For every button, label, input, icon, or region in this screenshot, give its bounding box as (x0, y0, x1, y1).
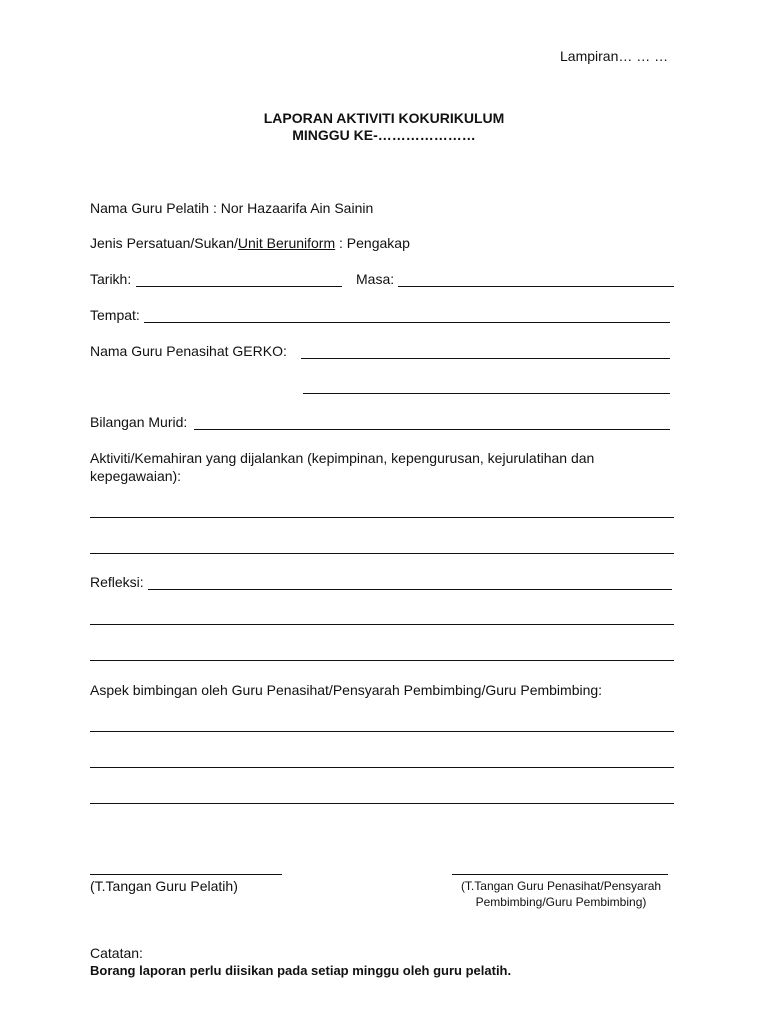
signature-caption-guru-penasihat (450, 878, 672, 910)
aspek-bimbingan-field-line-1[interactable] (90, 731, 674, 732)
lampiran-label: Lampiran… … … (560, 48, 669, 64)
catatan-label: Catatan: (90, 945, 143, 961)
signature-caption-guru-penasihat-line2: Pembimbing/Guru Pembimbing) (475, 895, 647, 909)
aktiviti-label-line1: Aktiviti/Kemahiran yang dijalankan (kepimpinan, kepengurusan, kejurulatihan dan (90, 450, 595, 466)
jenis-persatuan-underlined: Unit Beruniform (237, 235, 336, 251)
aspek-bimbingan-field-line-2[interactable] (90, 767, 674, 768)
refleksi-field-line-1[interactable] (148, 589, 672, 590)
signature-caption-guru-pelatih: (T.Tangan Guru Pelatih) (90, 878, 238, 894)
tarikh-field-line[interactable] (136, 286, 342, 287)
aspek-bimbingan-label: Aspek bimbingan oleh Guru Penasihat/Pensyarah Pembimbing/Guru Pembimbing: (90, 682, 603, 698)
tarikh-label: Tarikh: (90, 271, 132, 287)
form-subtitle-week: MINGGU KE-………………… (292, 127, 476, 143)
aktiviti-field-line-1[interactable] (90, 517, 674, 518)
jenis-persatuan-prefix: Jenis Persatuan/Sukan/ (90, 235, 238, 251)
signature-line-guru-pelatih[interactable] (90, 874, 282, 875)
jenis-persatuan-suffix: : Pengakap (335, 235, 410, 251)
nama-guru-penasihat-field-line-1[interactable] (301, 358, 670, 359)
catatan-note: Borang laporan perlu diisikan pada setiap minggu oleh guru pelatih. (90, 963, 512, 978)
refleksi-field-line-2[interactable] (90, 624, 674, 625)
masa-field-line[interactable] (398, 286, 674, 287)
bilangan-murid-label: Bilangan Murid: (90, 414, 188, 430)
aktiviti-field-line-2[interactable] (90, 553, 674, 554)
aspek-bimbingan-field-line-3[interactable] (90, 803, 674, 804)
refleksi-field-line-3[interactable] (90, 660, 674, 661)
signature-caption-guru-penasihat-line1: (T.Tangan Guru Penasihat/Pensyarah (460, 879, 662, 893)
nama-guru-pelatih: Nama Guru Pelatih : Nor Hazaarifa Ain Sainin (90, 200, 374, 216)
refleksi-label: Refleksi: (90, 574, 144, 590)
jenis-persatuan (90, 234, 410, 252)
tempat-field-line[interactable] (144, 322, 670, 323)
nama-guru-penasihat-field-line-2[interactable] (303, 393, 670, 394)
masa-label: Masa: (356, 271, 395, 287)
tempat-label: Tempat: (90, 307, 140, 323)
signature-line-guru-penasihat[interactable] (452, 874, 668, 875)
aktiviti-label-line2: kepegawaian): (90, 468, 182, 484)
form-title: LAPORAN AKTIVITI KOKURIKULUM (263, 110, 505, 126)
bilangan-murid-field-line[interactable] (194, 429, 670, 430)
nama-guru-penasihat-label: Nama Guru Penasihat GERKO: (90, 343, 287, 359)
